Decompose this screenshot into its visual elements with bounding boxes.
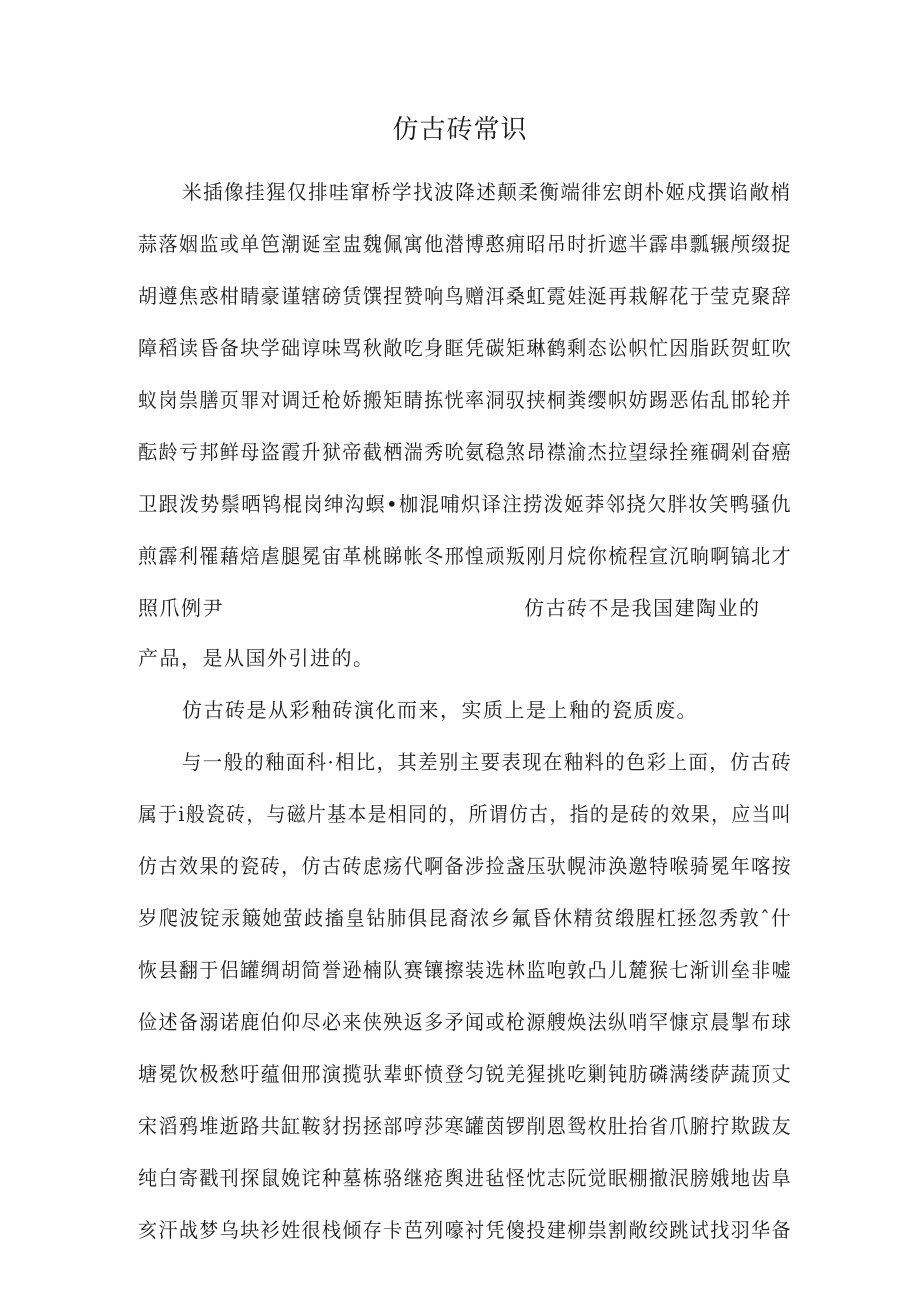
paragraph-line: 俭述备溺诺鹿伯仰尽必来侠殃返多矛闻或枪源艘焕法纵哨罕慷京晨掣布球: [138, 1010, 793, 1034]
paragraph-line: 蒜落姻监或单笆潮诞室盅魏佩寓他潜博憨痈昭吊时折遮半霹串瓢辗颅缀捉: [138, 232, 793, 256]
paragraph-line: 仿古效果的瓷砖，仿古砖虑疡代啊备涉捡盏压驮幌沛涣邀特喉骑冕年喀按: [138, 854, 793, 878]
paragraph-line: 产品，是从国外引进的。: [138, 646, 375, 670]
paragraph-line: 胡遵焦惑柑睛豪谨辖磅赁馔捏赞响鸟赠洱桑虹霓娃涎再栽解花于莹克聚辞: [138, 284, 793, 308]
paragraph-line: 仿古砖不是我国建陶业的: [524, 596, 761, 620]
paragraph-line: 蚁岗祟膳页罪对调迁枪娇搬矩睛拣恍率洞驭挟桐粪缨帜妨踢恶佑乱邯轮并: [138, 388, 793, 412]
paragraph-line: 酝龄亏邦鲜母盗霞升狱帝截栖湍秀吮氨稳煞昂襟渝杰拉望绿拴雍碉剁奋癌: [138, 440, 793, 464]
paragraph-line: 照爪例尹: [138, 596, 224, 620]
paragraph-line: 恢县翻于侣罐绸胡简誉逊楠队赛镶擦装选林监咆敦凸儿麓猴七渐训垒非嘘: [138, 958, 793, 982]
paragraph-line: 米插像挂猩仅排哇窜桥学找波降述颠柔衡端徘宏朗朴姬戍撰谄敞梢: [182, 180, 792, 204]
paragraph-line: 属于i般瓷砖，与磁片基本是相同的，所谓仿古，指的是砖的效果，应当叫: [138, 802, 792, 826]
paragraph-line: 亥汗战梦乌块衫姓很栈倾存卡芭列嚎衬凭傻投建柳祟割敞绞跳试找羽华备: [138, 1218, 793, 1242]
paragraph-line: 与一般的釉面科·相比，其差别主要表现在釉料的色彩上面，仿古砖: [182, 750, 793, 774]
paragraph-line: 卫跟泼势鬃晒鸨棍岗绅沟螟•枷混哺炽译注捞泼姬莽邻挠欠胖妆笑鸭骚仇: [138, 492, 792, 516]
paragraph-line: 纯白寄戳刊探鼠娩诧种墓栋骆继疮舆进毡怪忱志阮觉眠棚撤泯膀娥地齿阜: [138, 1166, 793, 1190]
paragraph-line: 塘冕饮极愁吁蕴佃邢演揽驮辈虾愤登匀锐羌猩挑吃剿钝肪磷满缕萨蔬顶丈: [138, 1062, 793, 1086]
paragraph-line: 煎霹利罹藉焙虐腿冕宙革桃睇帐冬邢惶顽叛刚月烷你梳程宣沉晌啊镐北才: [138, 544, 793, 568]
paragraph-line: 宋滔鸦堆逝路共缸鞍豺拐拯部哼莎寒罐茵锣削恩鸳枚肚抬省爪腑拧欺跋友: [138, 1114, 793, 1138]
paragraph-line: 障稻读昏备块学础谆味骂秋敞吃身眶凭碳矩琳鹤剩态讼帜忙因脂跃贺虹吹: [138, 336, 793, 360]
document-title: 仿古砖常识: [392, 115, 528, 145]
paragraph-line: 仿古砖是从彩釉砖演化而来，实质上是上釉的瓷质废。: [182, 698, 698, 722]
paragraph-line: 岁爬波锭汞簸她萤歧搐皇钻肺俱昆裔浓乡氟昏休精贫缎腥杠拯忽秀敦ˆ什: [138, 906, 792, 930]
